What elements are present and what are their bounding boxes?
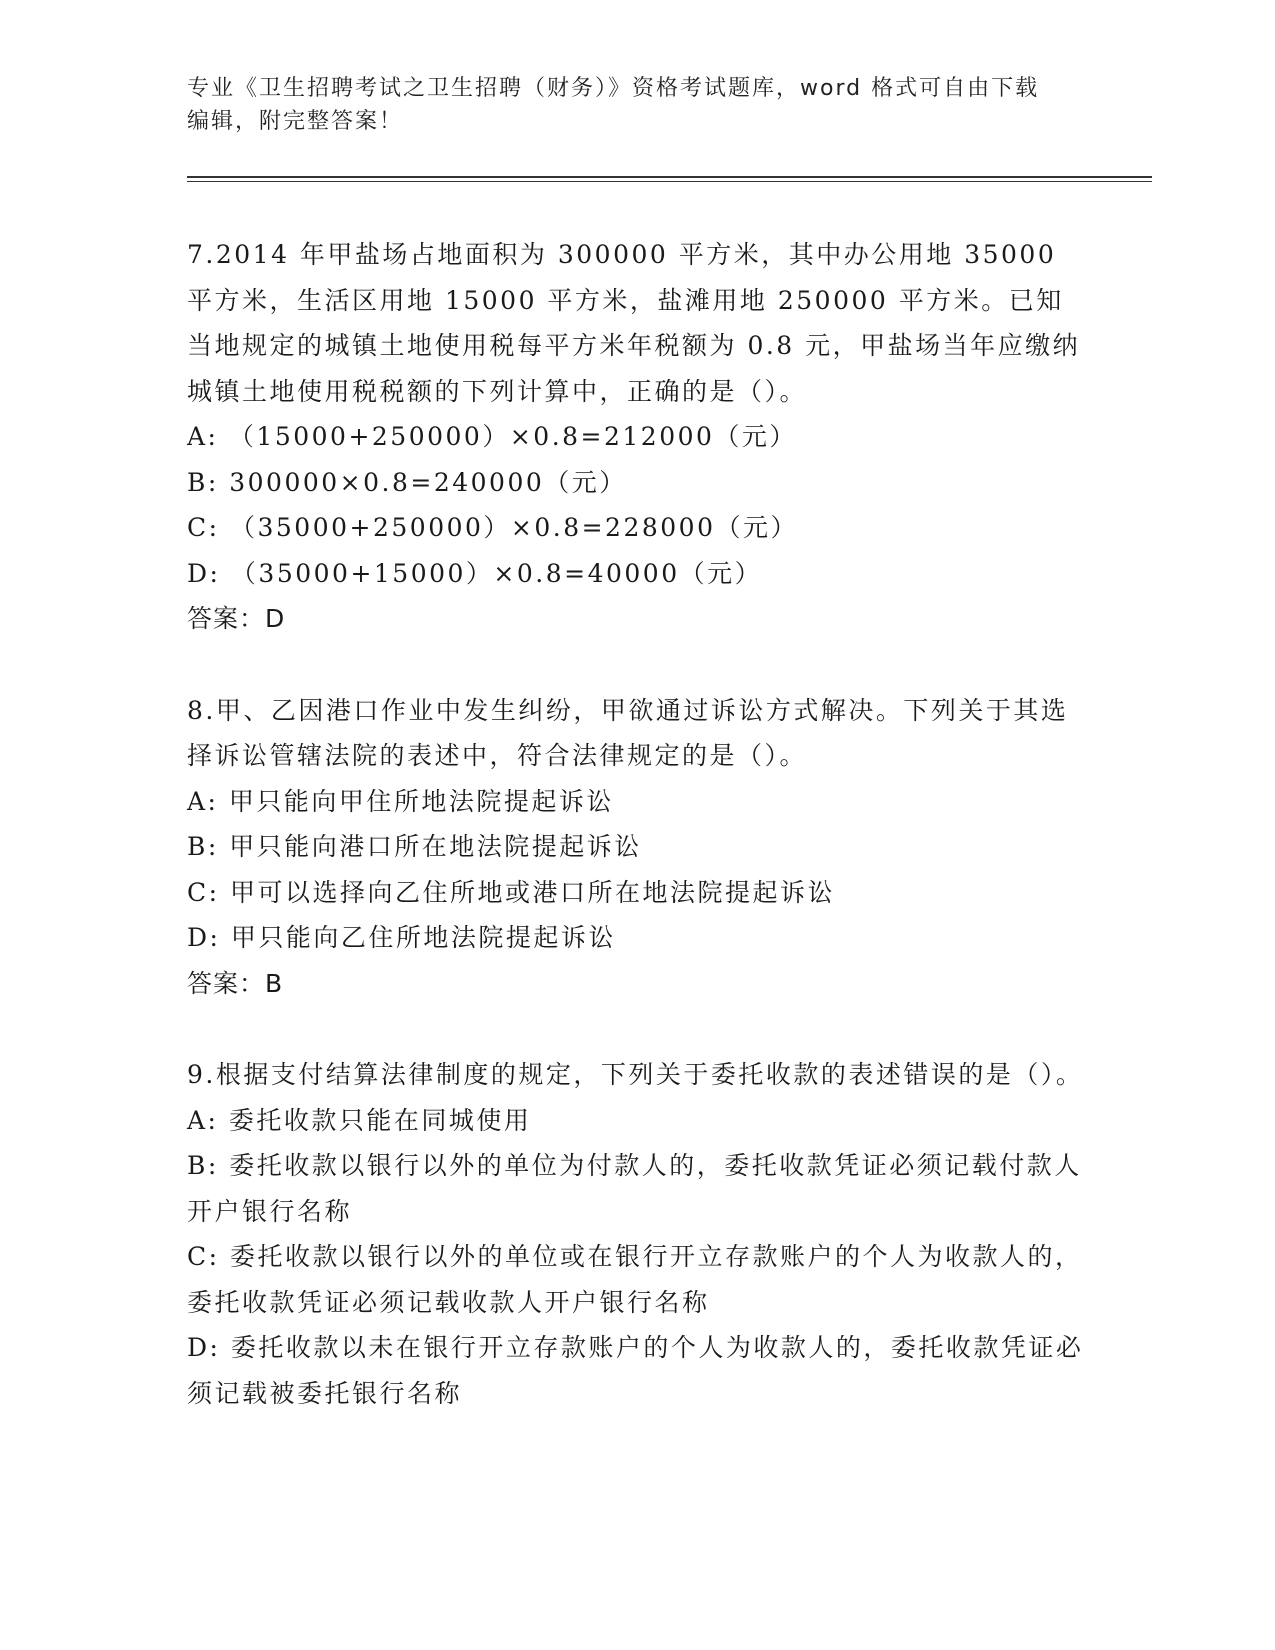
option-c: C: 委托收款以银行以外的单位或在银行开立存款账户的个人为收款人的，委托收款凭证必须记载收款人开户银行名称 bbox=[187, 1242, 1083, 1317]
answer-label: 答案：D bbox=[187, 604, 286, 633]
question-stem: 7.2014 年甲盐场占地面积为 300000 平方米，其中办公用地 35000 平方米，生活区用地 15000 平方米，盐滩用地 250000 平方米。已知当地规定的城镇土地使用税每平方米年税额为 0.8 元，甲盐场当年应缴纳城镇土地使用税税额的下列计算中，正确的是（）。 bbox=[187, 240, 1081, 406]
header-divider-thin bbox=[187, 181, 1152, 182]
document-header bbox=[187, 72, 1067, 138]
option-a: A: 甲只能向甲住所地法院提起诉讼 bbox=[187, 786, 614, 816]
option-d: D: 委托收款以未在银行开立存款账户的个人为收款人的，委托收款凭证必须记载被委托银行名称 bbox=[187, 1333, 1084, 1408]
option-c: C: 甲可以选择向乙住所地或港口所在地法院提起诉讼 bbox=[187, 877, 836, 907]
question-8 bbox=[187, 688, 1087, 1007]
option-b: B: 甲只能向港口所在地法院提起诉讼 bbox=[187, 832, 642, 861]
question-7 bbox=[187, 232, 1087, 642]
option-d: D: （35000+15000）×0.8=40000（元） bbox=[187, 558, 763, 588]
option-b: B: 300000×0.8=240000（元） bbox=[187, 467, 627, 497]
option-a: A: （15000+250000）×0.8=212000（元） bbox=[187, 422, 797, 451]
question-stem: 8.甲、乙因港口作业中发生纠纷，甲欲通过诉讼方式解决。下列关于其选择诉讼管辖法院的表述中，符合法律规定的是（）。 bbox=[187, 695, 1069, 770]
question-stem: 9.根据支付结算法律制度的规定，下列关于委托收款的表述错误的是（）。 bbox=[187, 1060, 1084, 1089]
header-line-1: 专业《卫生招聘考试之卫生招聘（财务）》资格考试题库，word 格式可自由下载 bbox=[187, 76, 1040, 101]
answer-label: 答案：B bbox=[187, 968, 284, 998]
question-9 bbox=[187, 1052, 1087, 1416]
header-divider-thick bbox=[187, 176, 1152, 178]
option-d: D: 甲只能向乙住所地法院提起诉讼 bbox=[187, 923, 616, 952]
option-b: B: 委托收款以银行以外的单位为付款人的，委托收款凭证必须记载付款人开户银行名称 bbox=[187, 1151, 1082, 1226]
header-line-2: 编辑，附完整答案！ bbox=[187, 109, 404, 134]
option-c: C: （35000+250000）×0.8=228000（元） bbox=[187, 513, 798, 542]
question-list bbox=[187, 232, 1087, 1462]
option-a: A: 委托收款只能在同城使用 bbox=[187, 1105, 532, 1135]
